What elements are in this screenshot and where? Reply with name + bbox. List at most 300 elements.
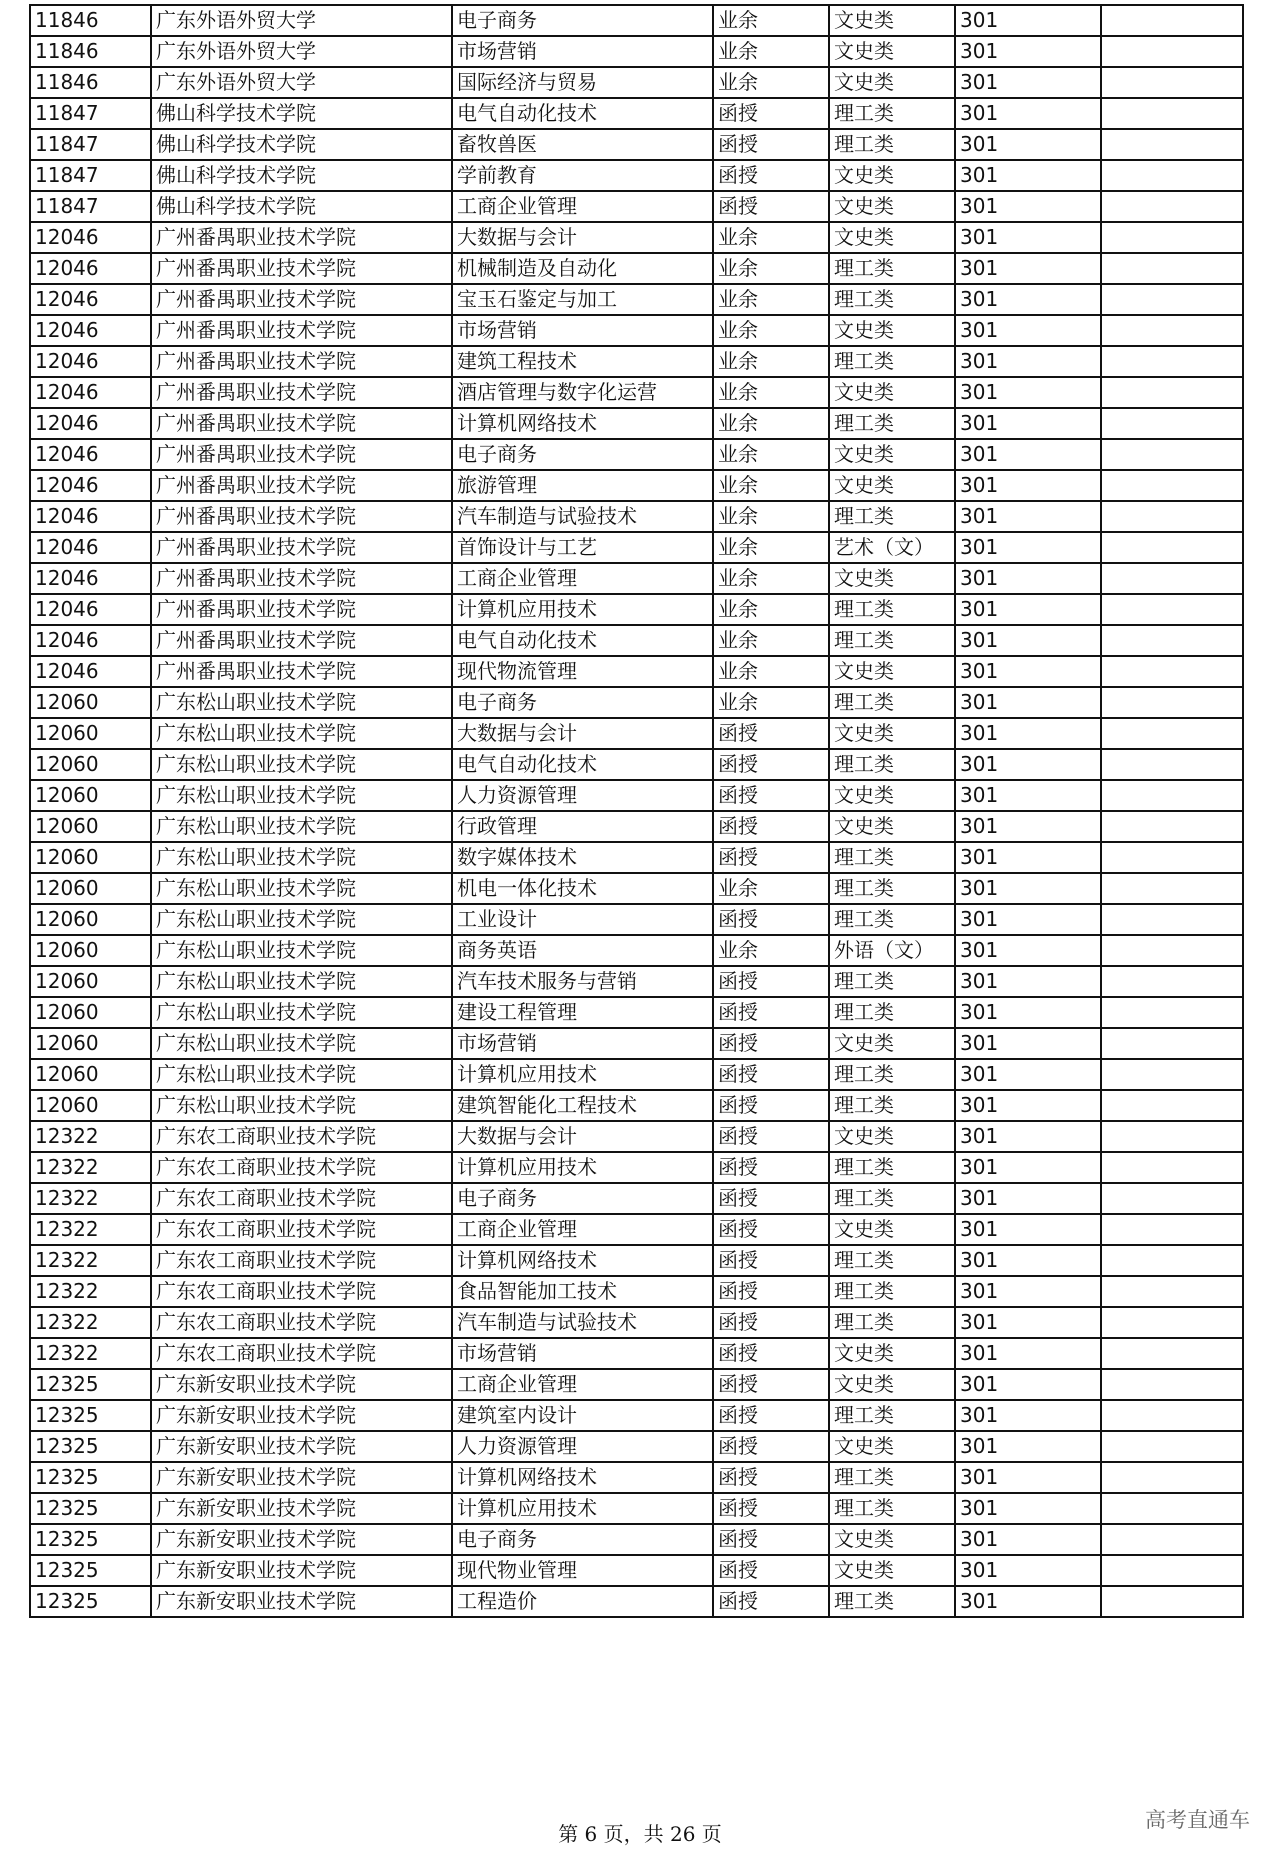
study-mode-cell: 函授 <box>713 1090 829 1121</box>
table-row <box>30 160 1243 191</box>
remark-cell <box>1101 346 1243 377</box>
school-name-cell: 广东新安职业技术学院 <box>151 1524 452 1555</box>
score-cell: 301 <box>955 532 1101 563</box>
table-row <box>30 780 1243 811</box>
school-name-cell: 广州番禺职业技术学院 <box>151 439 452 470</box>
school-name-cell: 广州番禺职业技术学院 <box>151 501 452 532</box>
school-code-cell: 12060 <box>30 780 151 811</box>
table-row <box>30 1152 1243 1183</box>
category-cell: 文史类 <box>829 811 955 842</box>
school-code-cell: 12060 <box>30 718 151 749</box>
major-cell: 电子商务 <box>452 1183 713 1214</box>
study-mode-cell: 业余 <box>713 284 829 315</box>
table-row <box>30 191 1243 222</box>
major-cell: 首饰设计与工艺 <box>452 532 713 563</box>
school-code-cell: 12046 <box>30 284 151 315</box>
school-code-cell: 12060 <box>30 1059 151 1090</box>
major-cell: 汽车技术服务与营销 <box>452 966 713 997</box>
remark-cell <box>1101 1338 1243 1369</box>
category-cell: 理工类 <box>829 1152 955 1183</box>
category-cell: 理工类 <box>829 997 955 1028</box>
category-cell: 文史类 <box>829 377 955 408</box>
study-mode-cell: 业余 <box>713 253 829 284</box>
study-mode-cell: 业余 <box>713 594 829 625</box>
school-name-cell: 广州番禺职业技术学院 <box>151 532 452 563</box>
table-row <box>30 439 1243 470</box>
study-mode-cell: 函授 <box>713 1338 829 1369</box>
school-name-cell: 广东农工商职业技术学院 <box>151 1183 452 1214</box>
school-code-cell: 12046 <box>30 315 151 346</box>
study-mode-cell: 函授 <box>713 1493 829 1524</box>
table-row <box>30 997 1243 1028</box>
study-mode-cell: 业余 <box>713 346 829 377</box>
category-cell: 文史类 <box>829 1028 955 1059</box>
school-code-cell: 12325 <box>30 1493 151 1524</box>
school-name-cell: 广州番禺职业技术学院 <box>151 656 452 687</box>
school-name-cell: 广东农工商职业技术学院 <box>151 1152 452 1183</box>
school-code-cell: 12060 <box>30 842 151 873</box>
major-cell: 商务英语 <box>452 935 713 966</box>
study-mode-cell: 函授 <box>713 1214 829 1245</box>
study-mode-cell: 函授 <box>713 129 829 160</box>
school-code-cell: 12046 <box>30 625 151 656</box>
school-name-cell: 广东外语外贸大学 <box>151 5 452 36</box>
score-cell: 301 <box>955 1028 1101 1059</box>
school-name-cell: 广东松山职业技术学院 <box>151 1028 452 1059</box>
score-cell: 301 <box>955 160 1101 191</box>
school-code-cell: 12060 <box>30 1028 151 1059</box>
major-cell: 畜牧兽医 <box>452 129 713 160</box>
school-name-cell: 广东新安职业技术学院 <box>151 1555 452 1586</box>
remark-cell <box>1101 1028 1243 1059</box>
major-cell: 计算机应用技术 <box>452 1152 713 1183</box>
score-cell: 301 <box>955 470 1101 501</box>
category-cell: 理工类 <box>829 346 955 377</box>
major-cell: 现代物业管理 <box>452 1555 713 1586</box>
table-row <box>30 315 1243 346</box>
major-cell: 工业设计 <box>452 904 713 935</box>
remark-cell <box>1101 222 1243 253</box>
major-cell: 工商企业管理 <box>452 563 713 594</box>
category-cell: 文史类 <box>829 1555 955 1586</box>
school-code-cell: 12322 <box>30 1214 151 1245</box>
score-cell: 301 <box>955 1276 1101 1307</box>
study-mode-cell: 函授 <box>713 160 829 191</box>
category-cell: 文史类 <box>829 1431 955 1462</box>
school-code-cell: 12046 <box>30 346 151 377</box>
school-code-cell: 12046 <box>30 439 151 470</box>
score-cell: 301 <box>955 625 1101 656</box>
score-cell: 301 <box>955 346 1101 377</box>
table-row <box>30 718 1243 749</box>
category-cell: 理工类 <box>829 625 955 656</box>
category-cell: 文史类 <box>829 1121 955 1152</box>
study-mode-cell: 业余 <box>713 501 829 532</box>
score-cell: 301 <box>955 1400 1101 1431</box>
score-cell: 301 <box>955 997 1101 1028</box>
score-cell: 301 <box>955 811 1101 842</box>
study-mode-cell: 业余 <box>713 563 829 594</box>
score-cell: 301 <box>955 1586 1101 1617</box>
remark-cell <box>1101 780 1243 811</box>
major-cell: 计算机网络技术 <box>452 1462 713 1493</box>
study-mode-cell: 函授 <box>713 191 829 222</box>
score-cell: 301 <box>955 408 1101 439</box>
remark-cell <box>1101 439 1243 470</box>
school-code-cell: 12325 <box>30 1400 151 1431</box>
remark-cell <box>1101 36 1243 67</box>
major-cell: 机械制造及自动化 <box>452 253 713 284</box>
school-code-cell: 12046 <box>30 594 151 625</box>
study-mode-cell: 函授 <box>713 1369 829 1400</box>
school-code-cell: 12060 <box>30 935 151 966</box>
category-cell: 理工类 <box>829 284 955 315</box>
table-row <box>30 1276 1243 1307</box>
major-cell: 现代物流管理 <box>452 656 713 687</box>
table-row <box>30 1090 1243 1121</box>
category-cell: 文史类 <box>829 36 955 67</box>
admission-score-table <box>29 4 1244 1618</box>
remark-cell <box>1101 1586 1243 1617</box>
score-cell: 301 <box>955 501 1101 532</box>
category-cell: 理工类 <box>829 501 955 532</box>
score-cell: 301 <box>955 780 1101 811</box>
table-row <box>30 129 1243 160</box>
score-cell: 301 <box>955 594 1101 625</box>
major-cell: 旅游管理 <box>452 470 713 501</box>
table-row <box>30 1214 1243 1245</box>
school-name-cell: 广东松山职业技术学院 <box>151 873 452 904</box>
remark-cell <box>1101 408 1243 439</box>
school-name-cell: 广东农工商职业技术学院 <box>151 1276 452 1307</box>
school-code-cell: 12046 <box>30 470 151 501</box>
table-row <box>30 1524 1243 1555</box>
school-name-cell: 广东新安职业技术学院 <box>151 1431 452 1462</box>
score-cell: 301 <box>955 5 1101 36</box>
school-code-cell: 12322 <box>30 1245 151 1276</box>
category-cell: 文史类 <box>829 563 955 594</box>
remark-cell <box>1101 935 1243 966</box>
major-cell: 汽车制造与试验技术 <box>452 501 713 532</box>
score-cell: 301 <box>955 935 1101 966</box>
major-cell: 建筑室内设计 <box>452 1400 713 1431</box>
school-name-cell: 广东新安职业技术学院 <box>151 1462 452 1493</box>
category-cell: 文史类 <box>829 718 955 749</box>
school-code-cell: 11846 <box>30 36 151 67</box>
score-cell: 301 <box>955 1183 1101 1214</box>
study-mode-cell: 函授 <box>713 1555 829 1586</box>
school-code-cell: 11846 <box>30 67 151 98</box>
study-mode-cell: 函授 <box>713 749 829 780</box>
school-code-cell: 12322 <box>30 1121 151 1152</box>
table-row <box>30 222 1243 253</box>
score-cell: 301 <box>955 656 1101 687</box>
remark-cell <box>1101 253 1243 284</box>
table-row <box>30 656 1243 687</box>
score-cell: 301 <box>955 129 1101 160</box>
school-code-cell: 12325 <box>30 1431 151 1462</box>
school-name-cell: 广东松山职业技术学院 <box>151 935 452 966</box>
category-cell: 理工类 <box>829 1090 955 1121</box>
school-code-cell: 12322 <box>30 1276 151 1307</box>
school-code-cell: 12325 <box>30 1462 151 1493</box>
school-name-cell: 广东松山职业技术学院 <box>151 1090 452 1121</box>
major-cell: 计算机应用技术 <box>452 1493 713 1524</box>
category-cell: 文史类 <box>829 222 955 253</box>
table-row <box>30 253 1243 284</box>
table-row <box>30 842 1243 873</box>
school-name-cell: 广东松山职业技术学院 <box>151 811 452 842</box>
remark-cell <box>1101 1059 1243 1090</box>
category-cell: 文史类 <box>829 656 955 687</box>
school-name-cell: 广东松山职业技术学院 <box>151 904 452 935</box>
category-cell: 外语（文） <box>829 935 955 966</box>
score-cell: 301 <box>955 1090 1101 1121</box>
school-name-cell: 广东农工商职业技术学院 <box>151 1245 452 1276</box>
study-mode-cell: 函授 <box>713 1431 829 1462</box>
table-row <box>30 687 1243 718</box>
remark-cell <box>1101 67 1243 98</box>
study-mode-cell: 函授 <box>713 966 829 997</box>
table-row <box>30 377 1243 408</box>
school-name-cell: 广州番禺职业技术学院 <box>151 563 452 594</box>
major-cell: 市场营销 <box>452 1028 713 1059</box>
school-name-cell: 广东外语外贸大学 <box>151 36 452 67</box>
category-cell: 文史类 <box>829 1369 955 1400</box>
major-cell: 电子商务 <box>452 1524 713 1555</box>
school-name-cell: 广州番禺职业技术学院 <box>151 408 452 439</box>
score-cell: 301 <box>955 377 1101 408</box>
remark-cell <box>1101 966 1243 997</box>
category-cell: 理工类 <box>829 749 955 780</box>
category-cell: 文史类 <box>829 315 955 346</box>
major-cell: 建筑工程技术 <box>452 346 713 377</box>
major-cell: 机电一体化技术 <box>452 873 713 904</box>
study-mode-cell: 函授 <box>713 1059 829 1090</box>
school-code-cell: 12046 <box>30 656 151 687</box>
remark-cell <box>1101 501 1243 532</box>
remark-cell <box>1101 315 1243 346</box>
major-cell: 电子商务 <box>452 687 713 718</box>
study-mode-cell: 函授 <box>713 1028 829 1059</box>
major-cell: 电气自动化技术 <box>452 98 713 129</box>
score-cell: 301 <box>955 222 1101 253</box>
school-code-cell: 12060 <box>30 966 151 997</box>
study-mode-cell: 业余 <box>713 315 829 346</box>
table-row <box>30 1245 1243 1276</box>
score-cell: 301 <box>955 749 1101 780</box>
major-cell: 工商企业管理 <box>452 1214 713 1245</box>
score-cell: 301 <box>955 842 1101 873</box>
category-cell: 理工类 <box>829 1493 955 1524</box>
school-name-cell: 广东农工商职业技术学院 <box>151 1307 452 1338</box>
school-name-cell: 广东松山职业技术学院 <box>151 687 452 718</box>
score-cell: 301 <box>955 1462 1101 1493</box>
score-cell: 301 <box>955 67 1101 98</box>
category-cell: 理工类 <box>829 1400 955 1431</box>
table-row <box>30 1462 1243 1493</box>
score-cell: 301 <box>955 1059 1101 1090</box>
remark-cell <box>1101 1183 1243 1214</box>
score-cell: 301 <box>955 718 1101 749</box>
major-cell: 计算机网络技术 <box>452 1245 713 1276</box>
remark-cell <box>1101 873 1243 904</box>
score-cell: 301 <box>955 687 1101 718</box>
remark-cell <box>1101 687 1243 718</box>
study-mode-cell: 业余 <box>713 625 829 656</box>
table-row <box>30 470 1243 501</box>
remark-cell <box>1101 284 1243 315</box>
remark-cell <box>1101 904 1243 935</box>
remark-cell <box>1101 811 1243 842</box>
category-cell: 理工类 <box>829 873 955 904</box>
school-code-cell: 12322 <box>30 1183 151 1214</box>
major-cell: 学前教育 <box>452 160 713 191</box>
major-cell: 行政管理 <box>452 811 713 842</box>
table-row <box>30 1028 1243 1059</box>
table-row <box>30 532 1243 563</box>
school-code-cell: 12046 <box>30 563 151 594</box>
study-mode-cell: 函授 <box>713 718 829 749</box>
school-code-cell: 12322 <box>30 1152 151 1183</box>
school-name-cell: 广东松山职业技术学院 <box>151 966 452 997</box>
school-name-cell: 广东农工商职业技术学院 <box>151 1214 452 1245</box>
table-row <box>30 966 1243 997</box>
school-name-cell: 广州番禺职业技术学院 <box>151 315 452 346</box>
category-cell: 理工类 <box>829 842 955 873</box>
table-row <box>30 1307 1243 1338</box>
score-cell: 301 <box>955 1369 1101 1400</box>
table-row <box>30 1338 1243 1369</box>
major-cell: 工程造价 <box>452 1586 713 1617</box>
category-cell: 理工类 <box>829 408 955 439</box>
category-cell: 文史类 <box>829 5 955 36</box>
school-code-cell: 11846 <box>30 5 151 36</box>
table-row <box>30 904 1243 935</box>
school-name-cell: 广州番禺职业技术学院 <box>151 377 452 408</box>
school-code-cell: 12060 <box>30 811 151 842</box>
table-row <box>30 98 1243 129</box>
brand-label: 高考直通车 <box>1145 1808 1250 1832</box>
study-mode-cell: 业余 <box>713 408 829 439</box>
remark-cell <box>1101 1555 1243 1586</box>
remark-cell <box>1101 718 1243 749</box>
table-row <box>30 811 1243 842</box>
study-mode-cell: 函授 <box>713 842 829 873</box>
table-row <box>30 563 1243 594</box>
study-mode-cell: 业余 <box>713 873 829 904</box>
study-mode-cell: 业余 <box>713 222 829 253</box>
major-cell: 食品智能加工技术 <box>452 1276 713 1307</box>
school-code-cell: 11847 <box>30 160 151 191</box>
major-cell: 宝玉石鉴定与加工 <box>452 284 713 315</box>
school-code-cell: 12322 <box>30 1338 151 1369</box>
category-cell: 文史类 <box>829 780 955 811</box>
major-cell: 工商企业管理 <box>452 1369 713 1400</box>
category-cell: 文史类 <box>829 67 955 98</box>
table-row <box>30 5 1243 36</box>
score-cell: 301 <box>955 1524 1101 1555</box>
remark-cell <box>1101 1307 1243 1338</box>
table-row <box>30 1431 1243 1462</box>
table-row <box>30 36 1243 67</box>
major-cell: 酒店管理与数字化运营 <box>452 377 713 408</box>
school-code-cell: 11847 <box>30 98 151 129</box>
remark-cell <box>1101 656 1243 687</box>
category-cell: 文史类 <box>829 1338 955 1369</box>
score-cell: 301 <box>955 191 1101 222</box>
school-name-cell: 广东松山职业技术学院 <box>151 997 452 1028</box>
school-code-cell: 12060 <box>30 873 151 904</box>
score-cell: 301 <box>955 1431 1101 1462</box>
study-mode-cell: 函授 <box>713 997 829 1028</box>
major-cell: 人力资源管理 <box>452 1431 713 1462</box>
remark-cell <box>1101 1524 1243 1555</box>
major-cell: 电气自动化技术 <box>452 625 713 656</box>
score-cell: 301 <box>955 563 1101 594</box>
category-cell: 文史类 <box>829 160 955 191</box>
school-name-cell: 广州番禺职业技术学院 <box>151 346 452 377</box>
remark-cell <box>1101 1245 1243 1276</box>
major-cell: 电气自动化技术 <box>452 749 713 780</box>
school-name-cell: 广州番禺职业技术学院 <box>151 253 452 284</box>
study-mode-cell: 函授 <box>713 1400 829 1431</box>
category-cell: 文史类 <box>829 1214 955 1245</box>
category-cell: 文史类 <box>829 470 955 501</box>
school-name-cell: 广东新安职业技术学院 <box>151 1369 452 1400</box>
table-row <box>30 1586 1243 1617</box>
category-cell: 理工类 <box>829 129 955 160</box>
category-cell: 理工类 <box>829 594 955 625</box>
category-cell: 艺术（文） <box>829 532 955 563</box>
page-footer: 第 6 页，共 26 页 <box>558 1822 722 1846</box>
category-cell: 理工类 <box>829 1307 955 1338</box>
major-cell: 国际经济与贸易 <box>452 67 713 98</box>
study-mode-cell: 业余 <box>713 656 829 687</box>
major-cell: 大数据与会计 <box>452 222 713 253</box>
score-cell: 301 <box>955 253 1101 284</box>
study-mode-cell: 函授 <box>713 1462 829 1493</box>
category-cell: 理工类 <box>829 1462 955 1493</box>
study-mode-cell: 函授 <box>713 904 829 935</box>
study-mode-cell: 业余 <box>713 532 829 563</box>
school-code-cell: 12060 <box>30 1090 151 1121</box>
category-cell: 理工类 <box>829 1276 955 1307</box>
school-name-cell: 广东农工商职业技术学院 <box>151 1338 452 1369</box>
study-mode-cell: 业余 <box>713 687 829 718</box>
school-code-cell: 12046 <box>30 501 151 532</box>
remark-cell <box>1101 1214 1243 1245</box>
remark-cell <box>1101 749 1243 780</box>
study-mode-cell: 业余 <box>713 36 829 67</box>
remark-cell <box>1101 1121 1243 1152</box>
school-name-cell: 佛山科学技术学院 <box>151 129 452 160</box>
category-cell: 理工类 <box>829 687 955 718</box>
school-name-cell: 广州番禺职业技术学院 <box>151 594 452 625</box>
table-row <box>30 749 1243 780</box>
study-mode-cell: 业余 <box>713 935 829 966</box>
remark-cell <box>1101 842 1243 873</box>
score-cell: 301 <box>955 904 1101 935</box>
score-cell: 301 <box>955 284 1101 315</box>
school-name-cell: 广东松山职业技术学院 <box>151 749 452 780</box>
school-name-cell: 广东松山职业技术学院 <box>151 718 452 749</box>
score-cell: 301 <box>955 36 1101 67</box>
score-cell: 301 <box>955 1555 1101 1586</box>
category-cell: 理工类 <box>829 1586 955 1617</box>
table-row <box>30 284 1243 315</box>
category-cell: 理工类 <box>829 1183 955 1214</box>
